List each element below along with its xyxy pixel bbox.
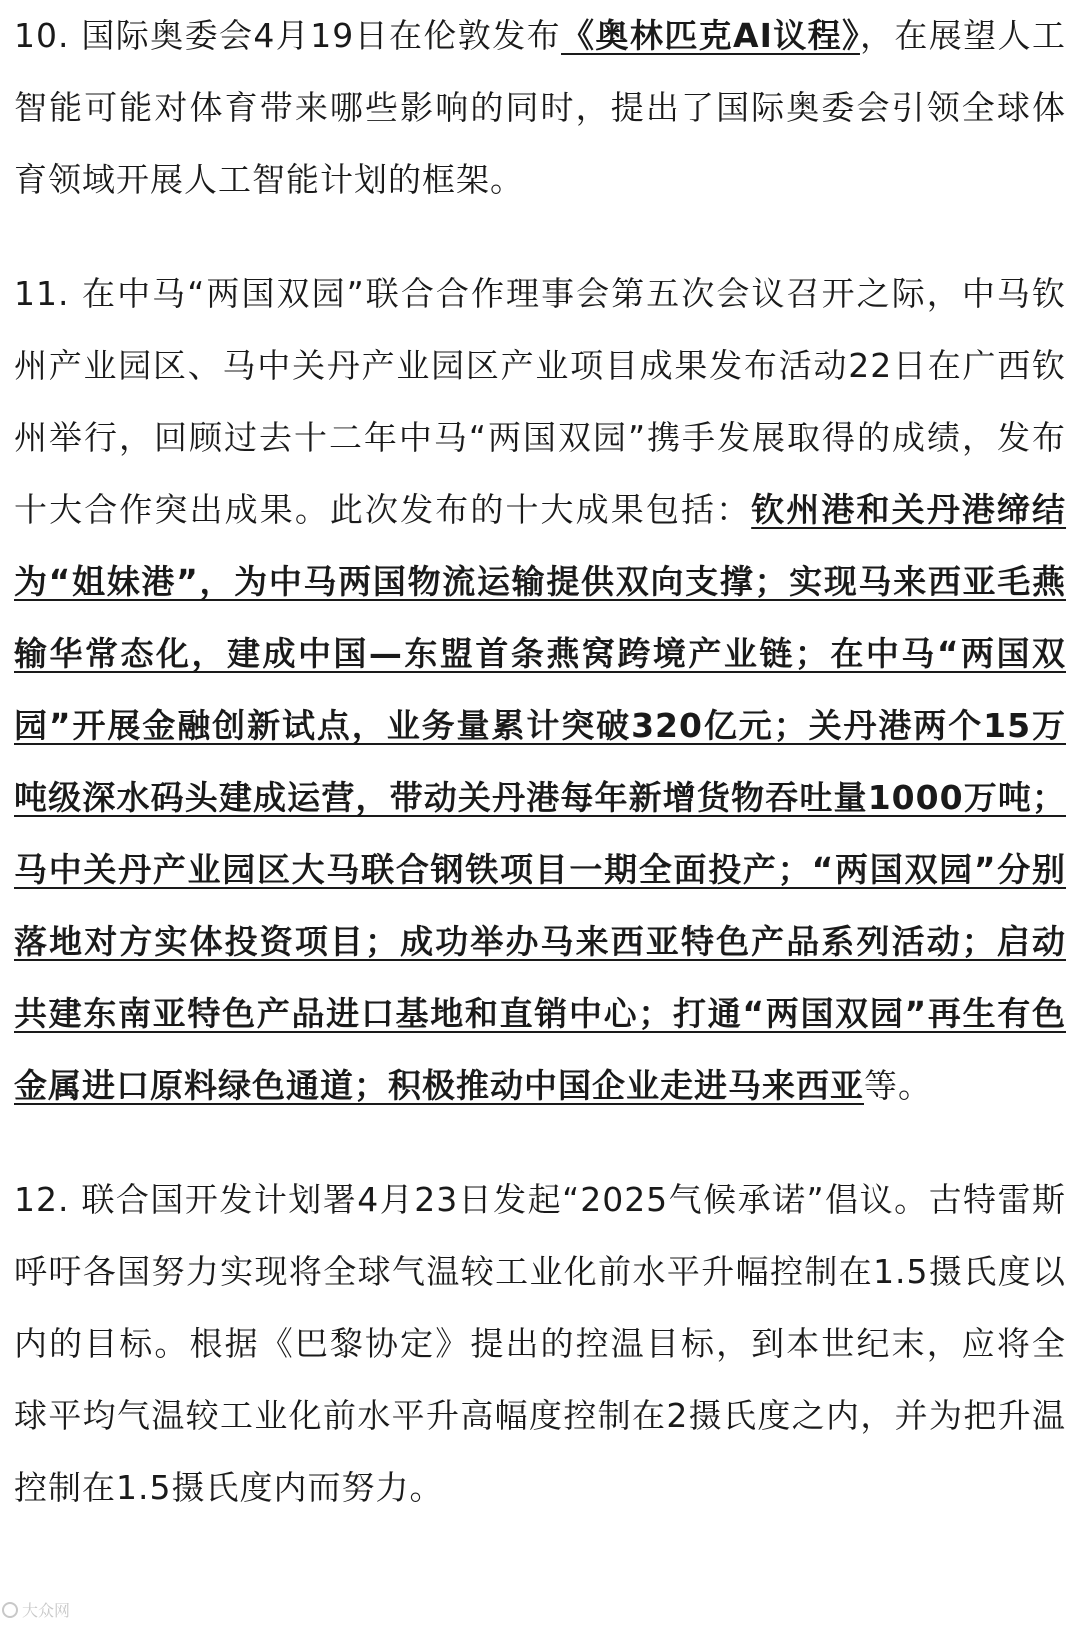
watermark <box>2 1598 70 1621</box>
article-body <box>14 0 1066 1524</box>
circle-logo-icon <box>2 1602 18 1618</box>
watermark-text: 大众网 <box>22 1601 71 1620</box>
paragraph-11-text-cont: 等。 <box>864 1066 932 1105</box>
paragraph-11-text: 11. 在中马“两国双园”联合合作理事会第五次会议召开之际，中马钦州产业园区、马中关丹产业园区产业项目成果发布活动22日在广西钦州举行，回顾过去十二年中马“两国双园”携手发展取得的成绩，发布十大合作突出成果。此次发布的十大成果包括： <box>14 274 1066 529</box>
paragraph-10-text-cont: ，在展望人工智能可能对体育带来哪些影响的同时，提出了国际奥委会引领全球体育领域开展人工智能计划的框架。 <box>14 16 1066 199</box>
paragraph-10-text: 10. 国际奥委会4月19日在伦敦发布 <box>14 16 562 55</box>
paragraph-10 <box>14 0 1066 216</box>
paragraph-11 <box>14 258 1066 1122</box>
paragraph-12 <box>14 1164 1066 1524</box>
paragraph-12-text: 12. 联合国开发计划署4月23日发起“2025气候承诺”倡议。古特雷斯呼吁各国努力实现将全球气温较工业化前水平升幅控制在1.5摄氏度以内的目标。根据《巴黎协定》提出的控温目标，到本世纪末，应将全球平均气温较工业化前水平升高幅度控制在2摄氏度之内，并为把升温控制在1.5摄氏度内而努力。 <box>14 1180 1066 1507</box>
olympic-ai-agenda-title: 《奥林匹克AI议程》 <box>561 16 860 55</box>
ten-achievements-list: 钦州港和关丹港缔结为“姐妹港”，为中马两国物流运输提供双向支撑；实现马来西亚毛燕输华常态化，建成中国—东盟首条燕窝跨境产业链；在中马“两国双园”开展金融创新试点，业务量累计突破320亿元；关丹港两个15万吨级深水码头建成运营，带动关丹港每年新增货物吞吐量1000万吨；马中关丹产业园区大马联合钢铁项目一期全面投产；“两国双园”分别落地对方实体投资项目；成功举办马来西亚特色产品系列活动；启动共建东南亚特色产品进口基地和直销中心；打通“两国双园”再生有色金属进口原料绿色通道；积极推动中国企业走进马来西亚 <box>14 490 1067 1105</box>
